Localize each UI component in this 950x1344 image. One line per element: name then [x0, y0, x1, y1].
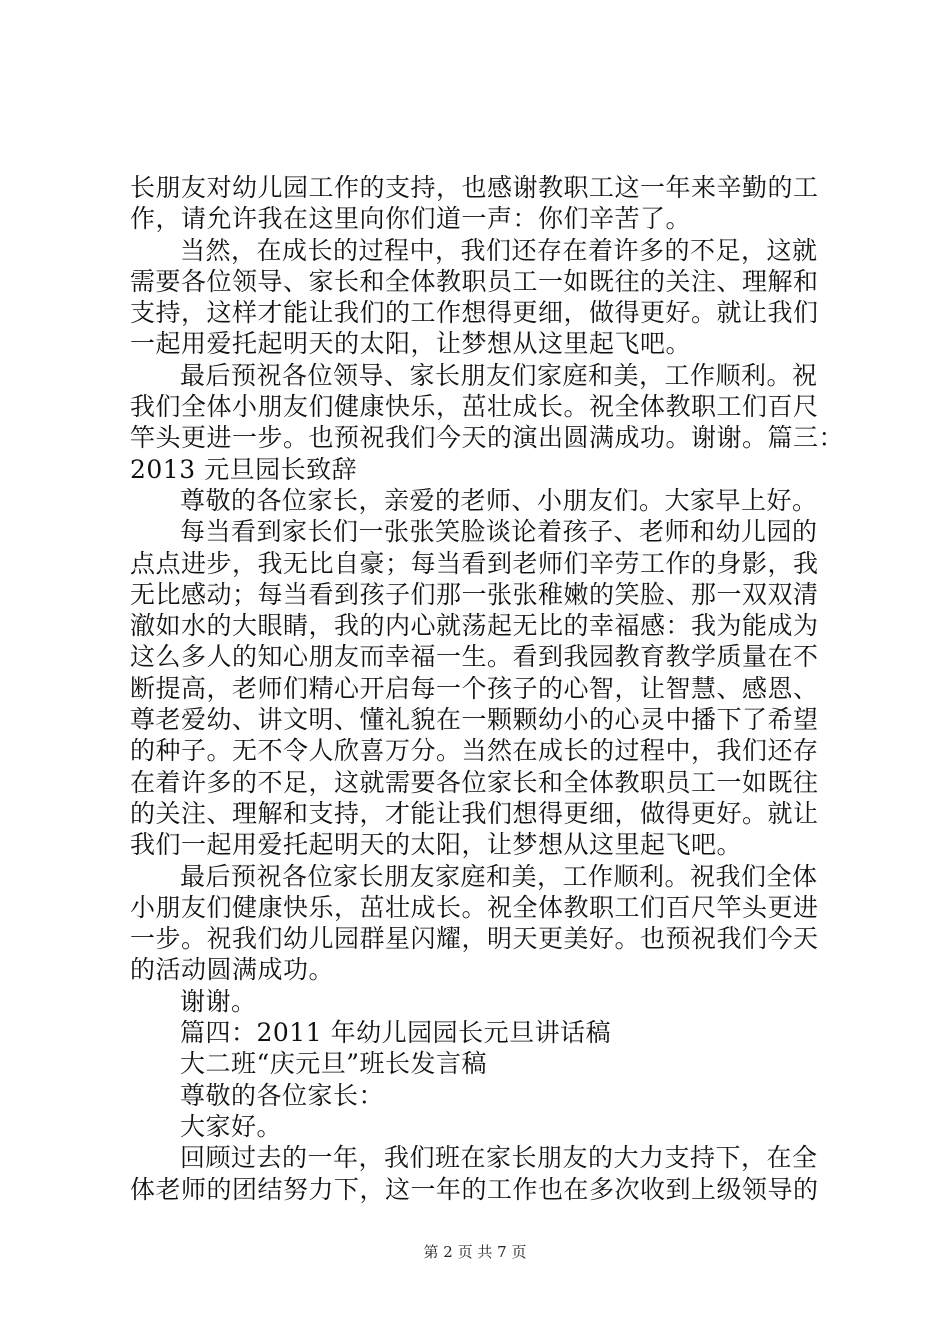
text-line: 我们一起用爱托起明天的太阳，让梦想从这里起飞吧。 [130, 830, 743, 860]
text-line: 竿头更进一步。也预祝我们今天的演出圆满成功。谢谢。篇三： [130, 423, 845, 453]
text-line: 在着许多的不足，这就需要各位家长和全体教职员工一如既往 [130, 767, 819, 797]
text-line: 当然，在成长的过程中，我们还存在着许多的不足，这就 [180, 235, 818, 265]
text-line: 2013 元旦园长致辞 [130, 454, 358, 484]
greeting: 大家好。 [180, 1111, 283, 1141]
document-body [130, 172, 845, 1205]
text-line: 的关注、理解和支持，才能让我们想得更细，做得更好。就让 [130, 798, 819, 828]
page-footer: 第 2 页 共 7 页 [423, 1243, 527, 1261]
section-heading: 篇四：2011 年幼儿园园长元旦讲话稿 [180, 1018, 612, 1048]
text-line: 断提高，老师们精心开启每一个孩子的心智，让智慧、感恩、 [130, 673, 819, 703]
text-line: 支持，这样才能让我们的工作想得更细，做得更好。就让我们 [130, 298, 819, 328]
text-line: 小朋友们健康快乐，茁壮成长。祝全体教职工们百尺竿头更进 [130, 892, 819, 922]
text-line: 长朋友对幼儿园工作的支持，也感谢教职工这一年来辛勤的工 [130, 173, 819, 202]
text-line: 尊敬的各位家长，亲爱的老师、小朋友们。大家早上好。 [180, 485, 818, 515]
section-subheading: 大二班“庆元旦”班长发言稿 [180, 1049, 488, 1079]
text-line: 回顾过去的一年，我们班在家长朋友的大力支持下，在全 [180, 1143, 818, 1173]
text-line: 的种子。无不令人欣喜万分。当然在成长的过程中，我们还存 [130, 736, 819, 766]
text-line: 作，请允许我在这里向你们道一声：你们辛苦了。 [130, 204, 692, 234]
text-line: 尊老爱幼、讲文明、懂礼貌在一颗颗幼小的心灵中播下了希望 [130, 705, 819, 735]
text-line: 每当看到家长们一张张笑脸谈论着孩子、老师和幼儿园的 [180, 517, 818, 547]
text-line: 谢谢。 [180, 986, 257, 1016]
text-line: 点点进步，我无比自豪；每当看到老师们辛劳工作的身影，我 [130, 548, 819, 578]
text-line: 一起用爱托起明天的太阳，让梦想从这里起飞吧。 [130, 329, 692, 359]
text-line: 一步。祝我们幼儿园群星闪耀，明天更美好。也预祝我们今天 [130, 924, 819, 954]
text-line: 最后预祝各位领导、家长朋友们家庭和美，工作顺利。祝 [180, 360, 818, 390]
text-line: 这么多人的知心朋友而幸福一生。看到我园教育教学质量在不 [130, 642, 819, 672]
text-line: 最后预祝各位家长朋友家庭和美，工作顺利。祝我们全体 [180, 861, 818, 891]
text-line: 无比感动；每当看到孩子们那一张张稚嫩的笑脸、那一双双清 [130, 579, 819, 609]
text-line: 我们全体小朋友们健康快乐，茁壮成长。祝全体教职工们百尺 [130, 392, 819, 422]
text-line: 体老师的团结努力下，这一年的工作也在多次收到上级领导的 [130, 1174, 819, 1204]
text-line: 的活动圆满成功。 [130, 955, 335, 985]
text-line: 需要各位领导、家长和全体教职员工一如既往的关注、理解和 [130, 266, 819, 296]
text-line: 澈如水的大眼睛，我的内心就荡起无比的幸福感：我为能成为 [130, 611, 819, 641]
salutation: 尊敬的各位家长： [180, 1080, 385, 1110]
